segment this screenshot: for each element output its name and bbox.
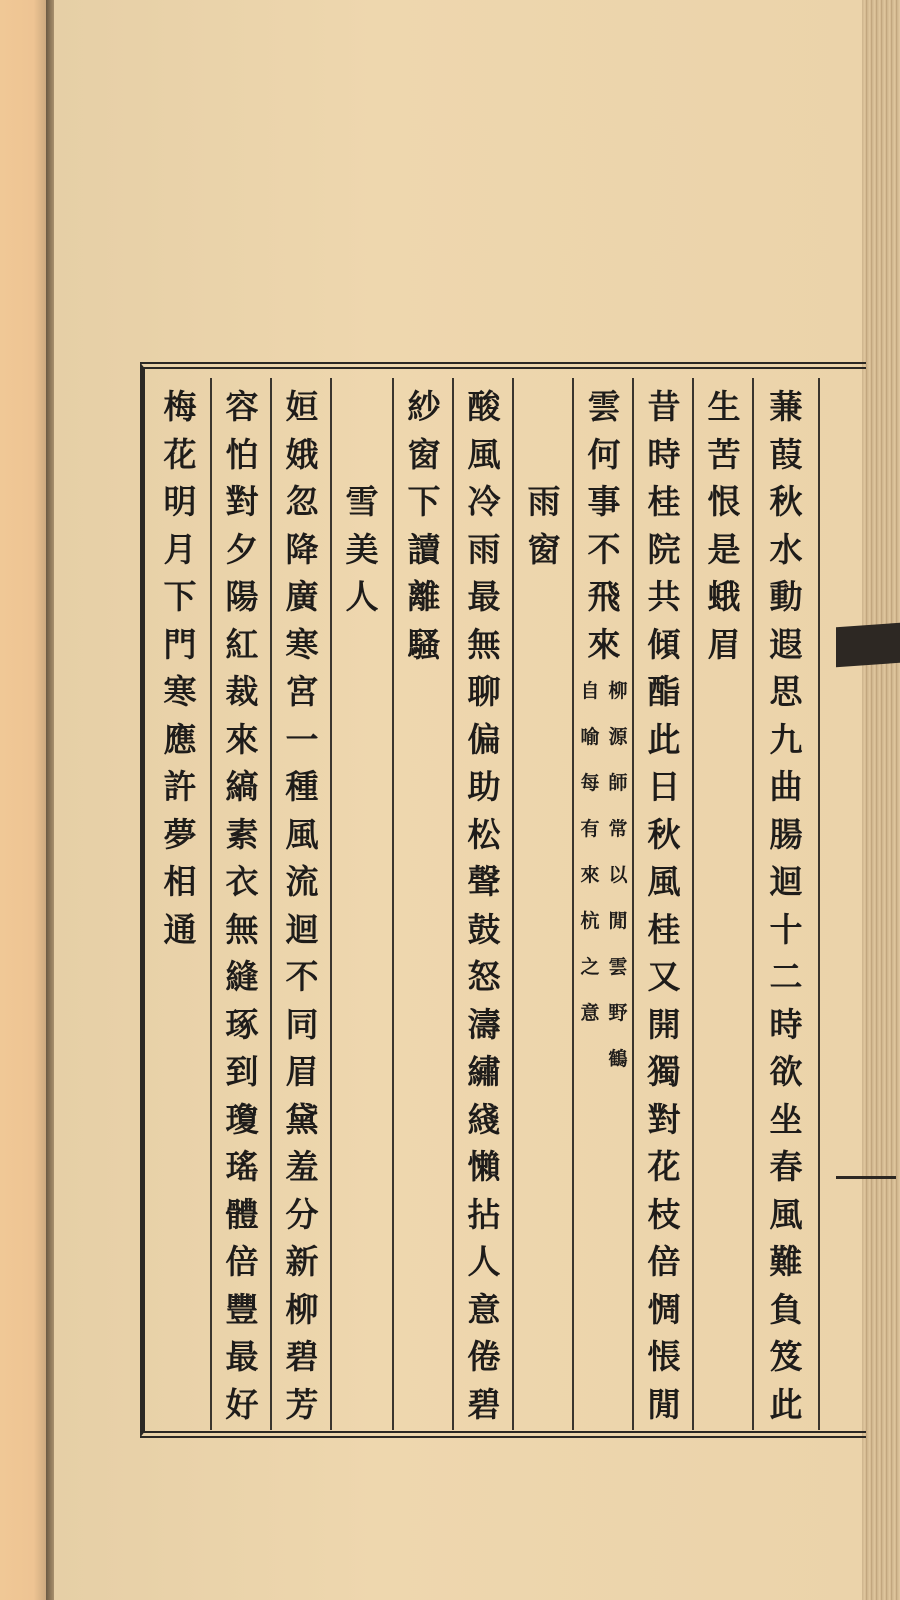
facing-page-edge [0,0,48,1600]
text-column [272,383,332,1435]
poem-line: 紗窗下讀離騷 [407,387,441,664]
poem-line: 酸風冷雨最無聊偏助松聲鼓怒濤繡綫懶拈人意倦碧 [467,387,501,1424]
text-column [332,478,392,1530]
text-column [756,383,816,1435]
poem-title: 雪美人 [345,482,379,616]
poem-line: 容怕對夕陽紅裁來縞素衣無縫琢到瓊瑤體倍豐最好 [225,387,259,1424]
poem-line: 雲何事不飛來 [587,387,621,664]
text-column [394,383,454,1435]
poem-line: 昔時桂院共傾酯此日秋風桂又開獨對花枝倍惆悵閒 [647,387,681,1424]
text-column [634,383,694,1435]
text-column [212,383,272,1435]
poem-line: 生苦恨是蛾眉 [707,387,741,664]
poem-line: 梅花明月下門寒應許夢相通 [163,387,197,949]
annotation-line: 自喻每有來杭之意 [580,680,600,1024]
column-rule [818,378,820,1430]
text-column [514,478,574,1530]
book-gutter [46,0,54,1600]
poem-title: 雨窗 [527,482,561,569]
text-column [694,383,754,1435]
page-stack-edge [862,0,900,1600]
poem-line: 蒹葭秋水動遐思九曲腸迴十二時欲坐春風難負笈此 [769,387,803,1424]
text-column [454,383,514,1435]
annotation-line: 柳源師常以閒雲野鶴 [608,680,628,1070]
poem-line: 姮娥忽降廣寒宮一種風流迴不同眉黛羞分新柳碧芳 [285,387,319,1424]
text-column [150,383,210,1435]
text-column [574,383,634,1435]
